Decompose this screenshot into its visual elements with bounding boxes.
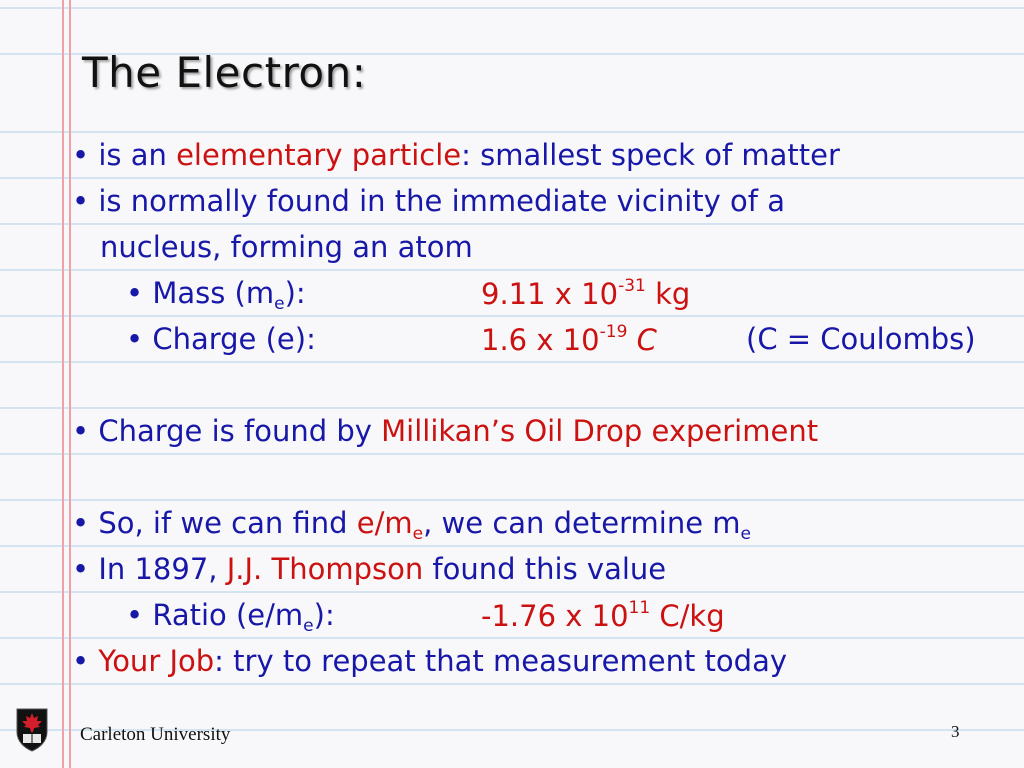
charge-label: • Charge (e): bbox=[126, 322, 316, 356]
margin-line-right bbox=[69, 0, 71, 768]
page-number: 3 bbox=[951, 722, 960, 741]
bullet-your-job: • Your Job: try to repeat that measurement today bbox=[72, 644, 788, 678]
mass-label: • Mass $(m_e)$: bbox=[126, 276, 306, 314]
bullet-elementary-particle: • is an elementary particle: smallest speck of matter bbox=[72, 138, 840, 172]
carleton-shield-icon bbox=[14, 706, 50, 752]
term-your-job: Your Job bbox=[98, 644, 215, 678]
margin-line-left bbox=[62, 0, 64, 768]
ratio-value: -1.76 x $10^{11}$ C/kg bbox=[481, 598, 725, 633]
term-jj-thompson: J.J. Thompson bbox=[226, 552, 424, 586]
bullet-nucleus-line1: • is normally found in the immediate vicinity of a bbox=[72, 184, 785, 218]
term-e-over-m: $e/m_e$ bbox=[356, 506, 424, 544]
coulombs-note: (C = Coulombs) bbox=[746, 322, 976, 356]
bullet-thompson: • In 1897, J.J. Thompson found this value bbox=[72, 552, 667, 586]
slide-title: The Electron: bbox=[82, 48, 367, 97]
term-millikan: Millikan’s Oil Drop experiment bbox=[381, 414, 819, 448]
mass-value: 9.11 x $10^{-31}$ kg bbox=[481, 276, 691, 311]
bullet-millikan: • Charge is found by Millikan’s Oil Drop experiment bbox=[72, 414, 819, 448]
bullet-find-ratio: • So, if we can find $e/m_e$, we can determine $m_e$ bbox=[72, 506, 751, 544]
bullet-nucleus-line2: nucleus, forming an atom bbox=[100, 230, 473, 264]
charge-value: 1.6 x $10^{-19}$ C bbox=[481, 322, 657, 357]
ratio-label: • Ratio $(e/m_e)$: bbox=[126, 598, 335, 636]
footer-institution: Carleton University bbox=[80, 724, 231, 745]
term-elementary-particle: elementary particle bbox=[176, 138, 462, 172]
